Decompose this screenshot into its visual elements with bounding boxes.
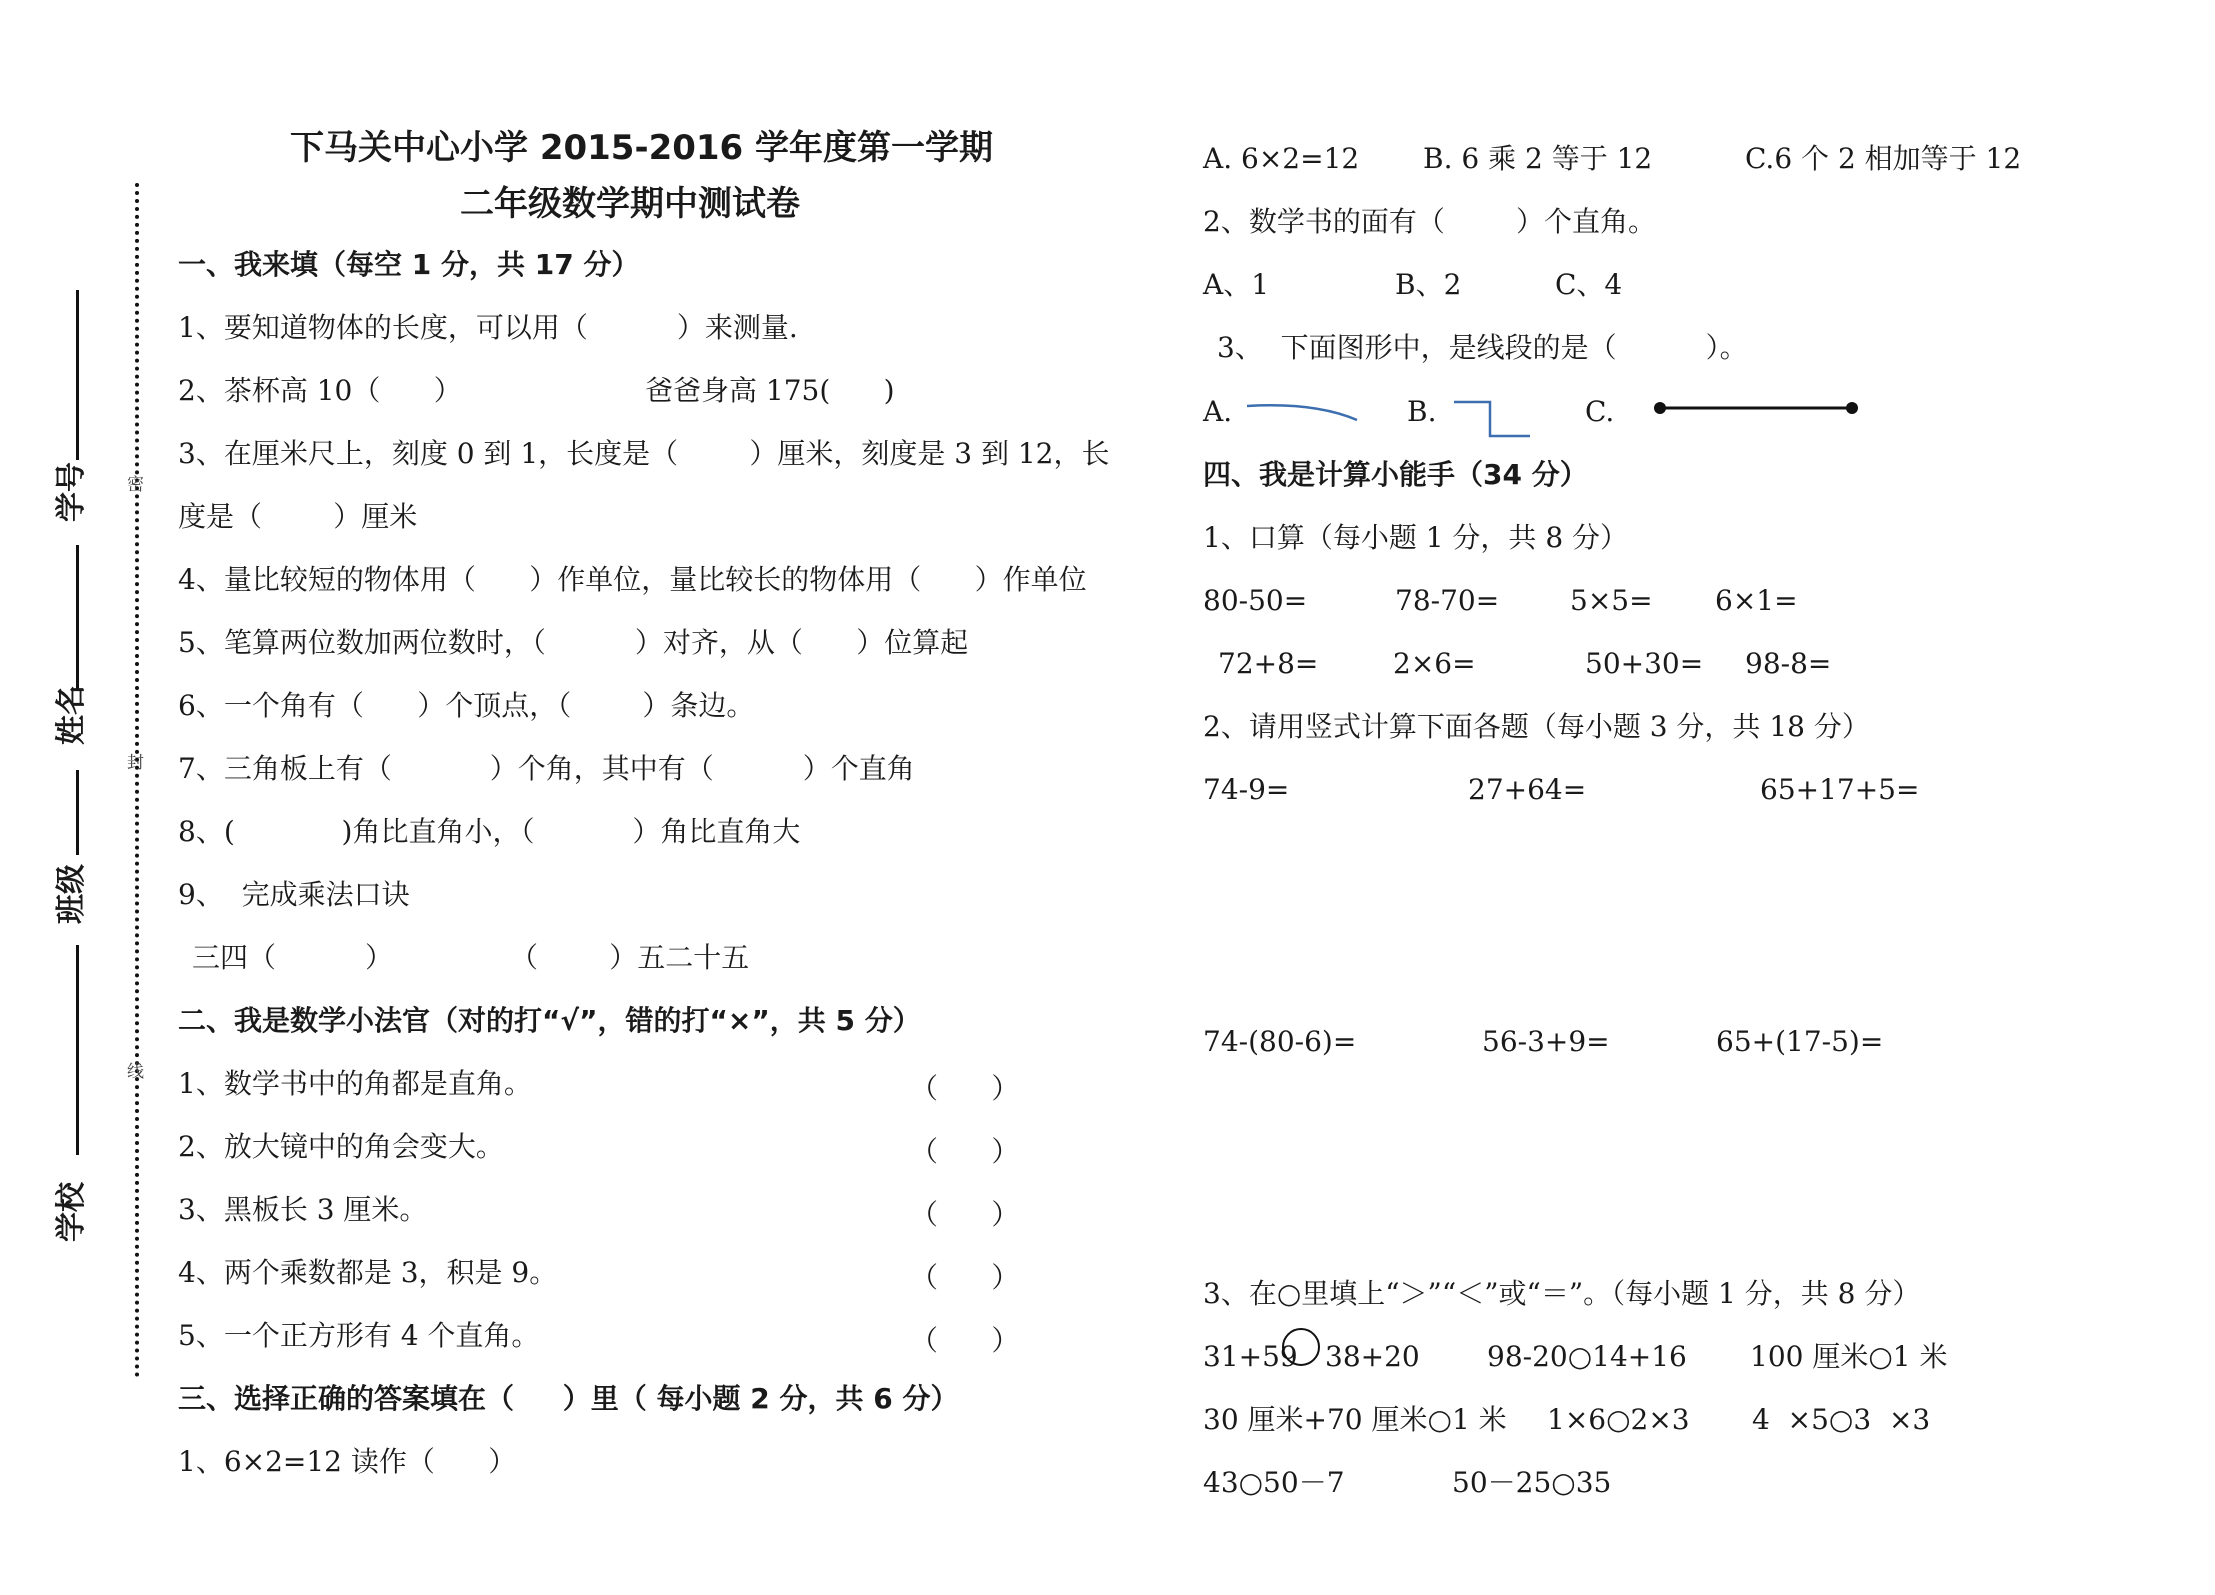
cmp-1-2: 38+20 bbox=[1325, 1340, 1420, 1373]
class-label: 班级 bbox=[54, 864, 89, 924]
school-underline bbox=[76, 945, 79, 1155]
s3-q3-option-c: C. bbox=[1585, 395, 1615, 428]
oral-1-2: 78-70= bbox=[1395, 584, 1500, 617]
s3-q3-option-a: A. bbox=[1203, 395, 1233, 428]
s3-q2-option-c: C、4 bbox=[1555, 268, 1623, 301]
s3-q2: 2、数学书的面有（ ）个直角。 bbox=[1203, 205, 1657, 238]
s1-q8: 8、( )角比直角小，（ ）角比直角大 bbox=[178, 815, 801, 848]
oral-2-2: 2×6= bbox=[1393, 647, 1476, 680]
s1-q4: 4、量比较短的物体用（ ）作单位，量比较长的物体用（ ）作单位 bbox=[178, 563, 1087, 596]
vert-2-2: 56-3+9= bbox=[1482, 1025, 1610, 1058]
s3-q1-option-b: B. 6 乘 2 等于 12 bbox=[1423, 142, 1653, 175]
s3-q1-option-c: C.6 个 2 相加等于 12 bbox=[1745, 142, 2022, 175]
s3-q2-option-a: A、1 bbox=[1203, 268, 1270, 301]
oral-1-4: 6×1= bbox=[1715, 584, 1798, 617]
seal-feng: 封 bbox=[127, 753, 144, 773]
s2-item-2: 2、放大镜中的角会变大。 bbox=[178, 1130, 504, 1163]
s1-q9a: 三四（ ） bbox=[192, 941, 394, 974]
s2-answer-2[interactable]: （ ） bbox=[910, 1135, 1020, 1168]
id-underline bbox=[76, 290, 79, 460]
s1-q3b: 度是（ ）厘米 bbox=[178, 500, 418, 533]
cmp-1-1: 31+59 bbox=[1203, 1340, 1298, 1373]
student-id-label: 学号 bbox=[54, 462, 89, 522]
s1-q2a: 2、茶杯高 10（ ） bbox=[178, 374, 462, 407]
oral-2-3: 50+30= bbox=[1585, 647, 1704, 680]
oral-2-4: 98-8= bbox=[1745, 647, 1832, 680]
exam-title-line1: 下马关中心小学 2015-2016 学年度第一学期 bbox=[290, 128, 994, 168]
s1-q1: 1、要知道物体的长度，可以用（ ）来测量. bbox=[178, 311, 798, 344]
cmp-2-2: 1×6○2×3 bbox=[1547, 1403, 1690, 1436]
cmp-2-1: 30 厘米+70 厘米○1 米 bbox=[1203, 1403, 1507, 1436]
vert-2-3: 65+(17-5)= bbox=[1716, 1025, 1884, 1058]
cmp-3-1: 43○50－7 bbox=[1203, 1466, 1345, 1499]
vert-1-2: 27+64= bbox=[1468, 773, 1587, 806]
s1-q9b: （ ）五二十五 bbox=[510, 941, 750, 974]
seal-xian: 线 bbox=[127, 1062, 144, 1082]
s3-q3: 3、 下面图形中，是线段的是（ ）。 bbox=[1217, 331, 1748, 364]
oral-1-1: 80-50= bbox=[1203, 584, 1308, 617]
vert-1-1: 74-9= bbox=[1203, 773, 1290, 806]
s2-answer-5[interactable]: （ ） bbox=[910, 1324, 1020, 1357]
s3-q1-option-a: A. 6×2=12 bbox=[1203, 142, 1360, 175]
s2-answer-3[interactable]: （ ） bbox=[910, 1198, 1020, 1231]
s3-q2-option-b: B、2 bbox=[1395, 268, 1462, 301]
cmp-1-4: 100 厘米○1 米 bbox=[1750, 1340, 1948, 1373]
s2-answer-1[interactable]: （ ） bbox=[910, 1072, 1020, 1105]
s1-q7: 7、三角板上有（ ）个角，其中有（ ）个直角 bbox=[178, 752, 915, 785]
seal-mi: 密 bbox=[127, 475, 144, 495]
name-underline bbox=[76, 545, 79, 690]
oral-1-3: 5×5= bbox=[1570, 584, 1653, 617]
line-segment-figure bbox=[1652, 395, 1862, 421]
s1-q5: 5、笔算两位数加两位数时，（ ）对齐，从（ ）位算起 bbox=[178, 626, 969, 659]
s2-item-3: 3、黑板长 3 厘米。 bbox=[178, 1193, 428, 1226]
s3-q1: 1、6×2=12 读作（ ） bbox=[178, 1445, 517, 1478]
s2-item-5: 5、一个正方形有 4 个直角。 bbox=[178, 1319, 540, 1352]
s2-item-4: 4、两个乘数都是 3，积是 9。 bbox=[178, 1256, 558, 1289]
binding-dotted-line bbox=[135, 183, 139, 1378]
exam-title-line2: 二年级数学期中测试卷 bbox=[460, 184, 800, 224]
s1-q9: 9、 完成乘法口诀 bbox=[178, 878, 410, 911]
s3-q3-option-b: B. bbox=[1407, 395, 1437, 428]
curve-figure bbox=[1245, 398, 1365, 428]
student-name-label: 姓名 bbox=[54, 685, 89, 745]
oral-2-1: 72+8= bbox=[1218, 647, 1319, 680]
cmp-3-2: 50－25○35 bbox=[1452, 1466, 1612, 1499]
s2-item-1: 1、数学书中的角都是直角。 bbox=[178, 1067, 532, 1100]
school-label: 学校 bbox=[54, 1182, 89, 1242]
section2-heading: 二、我是数学小法官（对的打“√”，错的打“×”，共 5 分） bbox=[178, 1004, 921, 1037]
cmp-2-3: 4 ×5○3 ×3 bbox=[1752, 1403, 1931, 1436]
class-underline bbox=[76, 770, 79, 855]
s1-q2b: 爸爸身高 175( ) bbox=[645, 374, 895, 407]
section4-heading: 四、我是计算小能手（34 分） bbox=[1203, 458, 1588, 491]
section3-heading: 三、选择正确的答案填在（ ）里（ 每小题 2 分，共 6 分） bbox=[178, 1382, 959, 1415]
s1-q3a: 3、在厘米尺上，刻度 0 到 1，长度是（ ）厘米，刻度是 3 到 12，长 bbox=[178, 437, 1110, 470]
s4-sub2: 2、请用竖式计算下面各题（每小题 3 分，共 18 分） bbox=[1203, 710, 1870, 743]
vert-1-3: 65+17+5= bbox=[1760, 773, 1920, 806]
vert-2-1: 74-(80-6)= bbox=[1203, 1025, 1357, 1058]
s4-sub1: 1、口算（每小题 1 分，共 8 分） bbox=[1203, 521, 1629, 554]
section1-heading: 一、我来填（每空 1 分，共 17 分） bbox=[178, 248, 640, 281]
s2-answer-4[interactable]: （ ） bbox=[910, 1261, 1020, 1294]
broken-line-figure bbox=[1452, 398, 1532, 440]
s1-q6: 6、一个角有（ ）个顶点，（ ）条边。 bbox=[178, 689, 755, 722]
s4-sub3: 3、在○里填上“＞”“＜”或“＝”。（每小题 1 分，共 8 分） bbox=[1203, 1277, 1921, 1310]
compare-circle[interactable] bbox=[1280, 1326, 1322, 1368]
cmp-1-3: 98-20○14+16 bbox=[1487, 1340, 1687, 1373]
